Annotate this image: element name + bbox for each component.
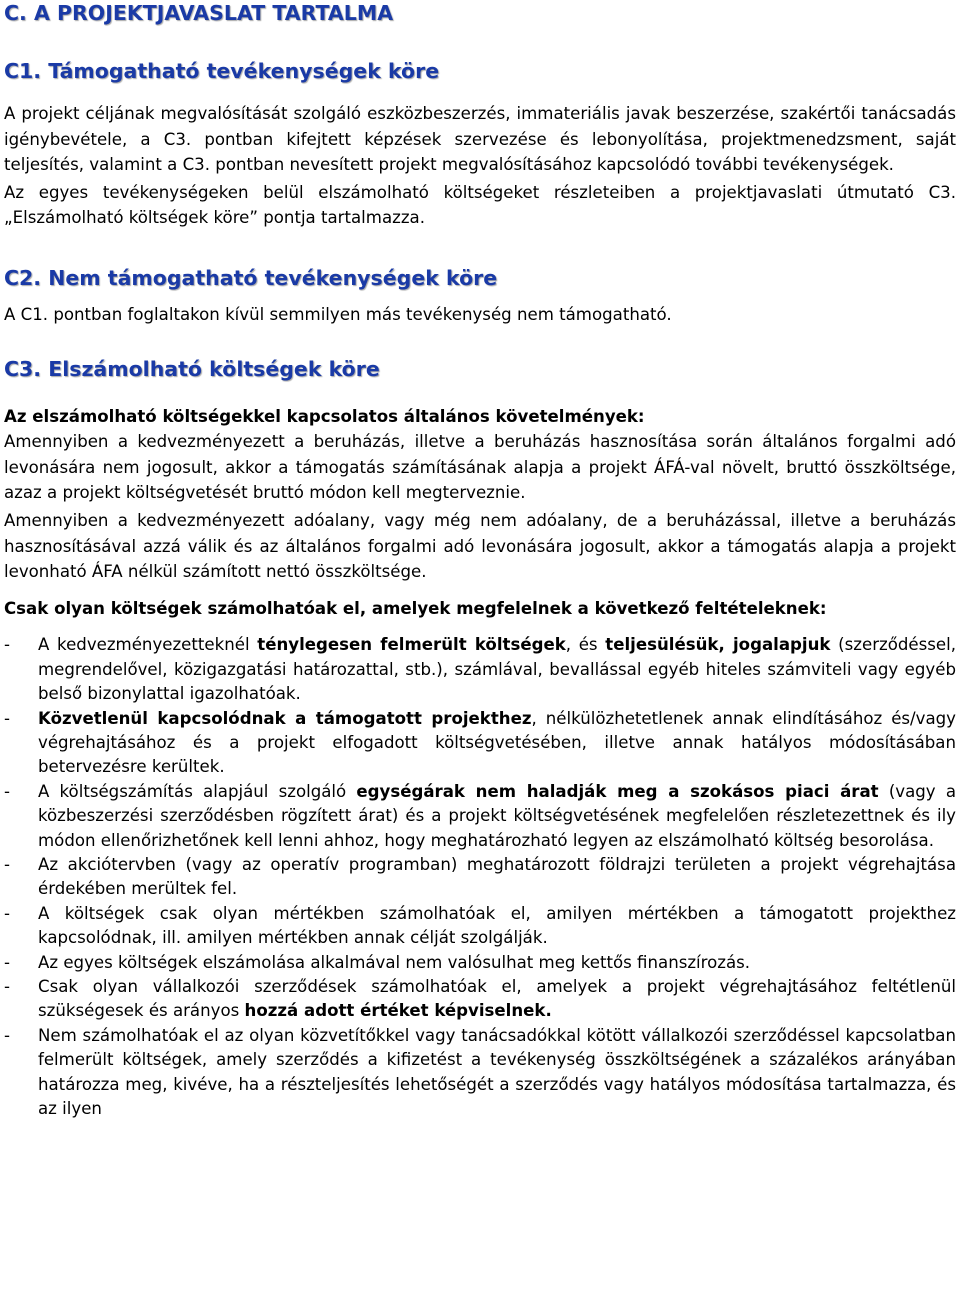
bullet-dash: - <box>4 781 10 801</box>
bullet-dash: - <box>4 854 10 874</box>
section-c3 <box>4 356 956 1122</box>
list-item-text: , nélkülözhetetlenek annak elindításához és/vagy végrehajtásához és a projekt elfogadott költségvetésében, illetve annak hatályos módosításában betervezésre kerültek. <box>38 708 956 777</box>
c3-paragraph-vat-net: Amennyiben a kedvezményezett adóalany, vagy még nem adóalany, de a beruházással, illetve a beruházás hasznosításával azzá válik és az általános forgalmi adó levonására jogosult, akkor a támogatás alapja a projekt levonható ÁFA nélkül számított nettó összköltsége. <box>4 510 956 582</box>
list-item <box>4 780 956 853</box>
list-item-text: A költségszámítás alapjául szolgáló <box>38 781 357 801</box>
list-item-text: , és <box>565 635 606 655</box>
conditions-heading: Csak olyan költségek számolhatóak el, amelyek megfelelnek a következő feltételeknek: <box>4 598 827 618</box>
section-c2 <box>4 265 956 328</box>
list-item-text: (szerződéssel, megrendelővel, közigazgatási határozattal, stb.), számlával, bevallással egyéb hiteles számviteli vagy egyéb belső bizonylattal igazolhatóak. <box>38 635 957 704</box>
conditions-list <box>4 633 956 1121</box>
c1-heading: C1. Támogatható tevékenységek köre <box>4 59 440 83</box>
list-item <box>4 951 956 975</box>
list-item-text: A költségek csak olyan mértékben számolhatóak el, amilyen mértékben a támogatott projekthez kapcsolódnak, ill. amilyen mértékben annak célját szolgálják. <box>38 903 956 948</box>
list-item-text: A kedvezményezetteknél <box>38 635 258 655</box>
list-item-bold: ténylegesen felmerült költségek <box>257 635 566 655</box>
section-c1 <box>4 58 956 231</box>
bullet-dash: - <box>4 977 10 996</box>
general-requirements-heading: Az elszámolható költségekkel kapcsolatos általános követelmények: <box>4 406 645 426</box>
list-item-text: Az akciótervben (vagy az operatív programban) meghatározott földrajzi területen a projekt végrehajtása érdekében merültek fel. <box>38 854 956 899</box>
c1-paragraph-1: A projekt céljának megvalósítását szolgáló eszközbeszerzés, immateriális javak beszerzése, szakértői tanácsadás igénybevétele, a C3. pontban kifejtett képzések szervezése és lebonyolítása, projektmenedzsment, saját teljesítés, valamint a C3. pontban nevesített projekt megvalósításához kapcsolódó további tevékenységek. <box>4 104 956 175</box>
c1-paragraph-2: Az egyes tevékenységeken belül elszámolható költségeket részleteiben a projektjavaslati útmutató C3. „Elszámolható költségek köre” pontja tartalmazza. <box>4 182 956 228</box>
bullet-dash: - <box>4 708 10 728</box>
c3-heading: C3. Elszámolható költségek köre <box>4 356 380 381</box>
c3-paragraph-vat-gross: Amennyiben a kedvezményezett a beruházás, illetve a beruházás hasznosítása során általános forgalmi adó levonására nem jogosult, akkor a támogatás számításának alapja a projekt ÁFÁ-val növelt, bruttó összköltsége, azaz a projekt költségvetését bruttó módon kell megterveznie. <box>4 432 956 503</box>
list-item <box>4 633 956 706</box>
list-item-text: Nem számolhatóak el az olyan közvetítőkkel vagy tanácsadókkal kötött vállalkozói szerződéssel kapcsolatban felmerült költségek, amely szerződés a kifizetést a tevékenység összköltségének a százalékos arányában határozza meg, kivéve, ha a részteljesítés lehetőségét a szerződés vagy hatályos módosítása tartalmazza, és az ilyen <box>38 1025 956 1119</box>
bullet-dash: - <box>4 635 10 655</box>
section-title: C. A PROJEKTJAVASLAT TARTALMA <box>4 1 394 25</box>
list-item-bold: hozzá adott értéket képviselnek. <box>244 1001 552 1021</box>
list-item <box>4 975 956 1024</box>
list-item <box>4 1024 956 1122</box>
list-item-bold: Közvetlenül kapcsolódnak a támogatott projekthez <box>38 708 532 728</box>
list-item-text: Csak olyan vállalkozói szerződések számolhatóak el, amelyek a projekt végrehajtásához feltétlenül szükségesek és arányos <box>38 977 956 1021</box>
list-item-text: Az egyes költségek elszámolása alkalmával nem valósulhat meg kettős finanszírozás. <box>38 952 751 972</box>
list-item <box>4 902 956 951</box>
list-item-text: (vagy a közbeszerzési szerződésben rögzített árat) és a projekt költségvetésének megfelelően részletezettnek és ily módon ellenőrizhetőnek kell lenni ahhoz, hogy meghatározható legyen az elszámolható költség besorolása. <box>38 781 956 850</box>
bullet-dash: - <box>4 1025 10 1045</box>
list-item <box>4 707 956 780</box>
bullet-dash: - <box>4 903 10 923</box>
list-item-bold: egységárak nem haladják meg a szokásos piaci árat <box>356 781 879 801</box>
bullet-dash: - <box>4 952 10 972</box>
list-item <box>4 853 956 902</box>
c2-paragraph-1: A C1. pontban foglaltakon kívül semmilyen más tevékenység nem támogatható. <box>4 304 672 324</box>
list-item-bold: teljesülésük, jogalapjuk <box>605 635 831 655</box>
c2-heading: C2. Nem támogatható tevékenységek köre <box>4 265 498 290</box>
